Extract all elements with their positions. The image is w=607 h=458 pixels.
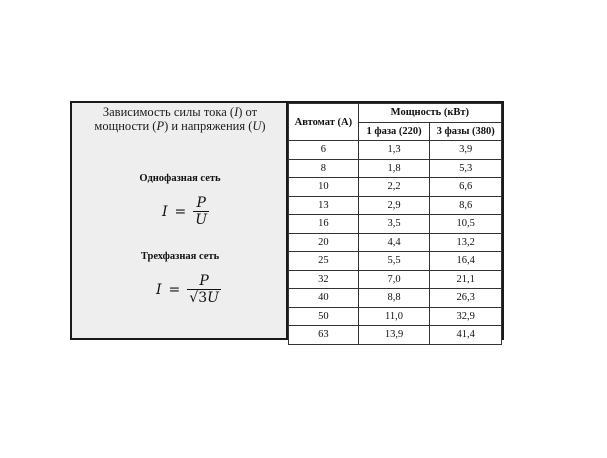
cell-1phase: 7,0 <box>358 270 430 289</box>
cell-1phase: 8,8 <box>358 289 430 308</box>
heading-var-i: I <box>234 105 239 119</box>
table-row <box>289 196 502 215</box>
cell-3phase: 26,3 <box>430 289 502 308</box>
cell-1phase: 2,2 <box>358 178 430 197</box>
three-phase-label: Трехфазная сеть <box>140 251 220 262</box>
cell-automat: 10 <box>289 178 359 197</box>
table-row <box>289 270 502 289</box>
formula-equals: = <box>174 203 187 220</box>
cell-automat: 13 <box>289 196 359 215</box>
cell-3phase: 6,6 <box>430 178 502 197</box>
header-1phase: 1 фаза (220) <box>358 122 430 141</box>
cell-automat: 8 <box>289 159 359 178</box>
cell-automat: 20 <box>289 233 359 252</box>
cell-1phase: 1,3 <box>358 141 430 160</box>
heading-text: мощности ( <box>94 119 157 133</box>
cell-3phase: 3,9 <box>430 141 502 160</box>
cell-3phase: 32,9 <box>430 307 502 326</box>
single-phase-label: Однофазная сеть <box>139 173 221 184</box>
cell-automat: 16 <box>289 215 359 234</box>
table-row <box>289 326 502 345</box>
cell-1phase: 3,5 <box>358 215 430 234</box>
cell-automat: 40 <box>289 289 359 308</box>
formula-panel <box>72 103 288 338</box>
table-row <box>289 307 502 326</box>
cell-3phase: 5,3 <box>430 159 502 178</box>
cell-1phase: 13,9 <box>358 326 430 345</box>
formula-fraction <box>193 195 209 228</box>
header-automat: Автомат (А) <box>289 104 359 141</box>
breaker-power-table <box>288 103 502 345</box>
heading-var-u: U <box>252 119 262 133</box>
table-row <box>289 178 502 197</box>
table-row <box>289 252 502 271</box>
table-row <box>289 233 502 252</box>
formula-equals: = <box>168 281 181 298</box>
cell-automat: 32 <box>289 270 359 289</box>
cell-automat: 6 <box>289 141 359 160</box>
formula-lhs: I <box>156 281 162 298</box>
formula-var-u: U <box>207 290 219 306</box>
cell-3phase: 8,6 <box>430 196 502 215</box>
header-power: Мощность (кВт) <box>358 104 501 123</box>
cell-3phase: 16,4 <box>430 252 502 271</box>
table-row <box>289 289 502 308</box>
table-row <box>289 159 502 178</box>
cell-3phase: 41,4 <box>430 326 502 345</box>
cell-1phase: 4,4 <box>358 233 430 252</box>
formula-fraction <box>187 273 221 306</box>
cell-3phase: 13,2 <box>430 233 502 252</box>
cell-1phase: 11,0 <box>358 307 430 326</box>
table-header-row <box>289 104 502 123</box>
heading-text: ) от <box>238 105 258 119</box>
formula-numerator: P <box>196 195 206 211</box>
header-3phase: 3 фазы (380) <box>430 122 502 141</box>
formula-numerator: P <box>199 273 209 289</box>
formula-denominator <box>187 290 221 306</box>
cell-automat: 63 <box>289 326 359 345</box>
heading-text: Зависимость силы тока ( <box>102 105 235 119</box>
sqrt-argument: 3 <box>198 290 208 306</box>
cell-automat: 50 <box>289 307 359 326</box>
formula-denominator: U <box>195 212 208 228</box>
single-phase-formula <box>162 195 209 228</box>
formula-lhs: I <box>162 203 168 220</box>
heading-text: ) и напряжения ( <box>164 119 253 133</box>
table-row <box>289 215 502 234</box>
cell-1phase: 1,8 <box>358 159 430 178</box>
three-phase-formula <box>156 273 221 306</box>
cell-1phase: 2,9 <box>358 196 430 215</box>
cell-3phase: 10,5 <box>430 215 502 234</box>
cell-automat: 25 <box>289 252 359 271</box>
cell-1phase: 5,5 <box>358 252 430 271</box>
panel-heading <box>76 105 284 133</box>
document-figure <box>70 101 504 340</box>
heading-var-p: P <box>156 119 165 133</box>
cell-3phase: 21,1 <box>430 270 502 289</box>
heading-text: ) <box>261 119 266 133</box>
table-row <box>289 141 502 160</box>
sqrt-symbol: √ <box>189 290 199 306</box>
